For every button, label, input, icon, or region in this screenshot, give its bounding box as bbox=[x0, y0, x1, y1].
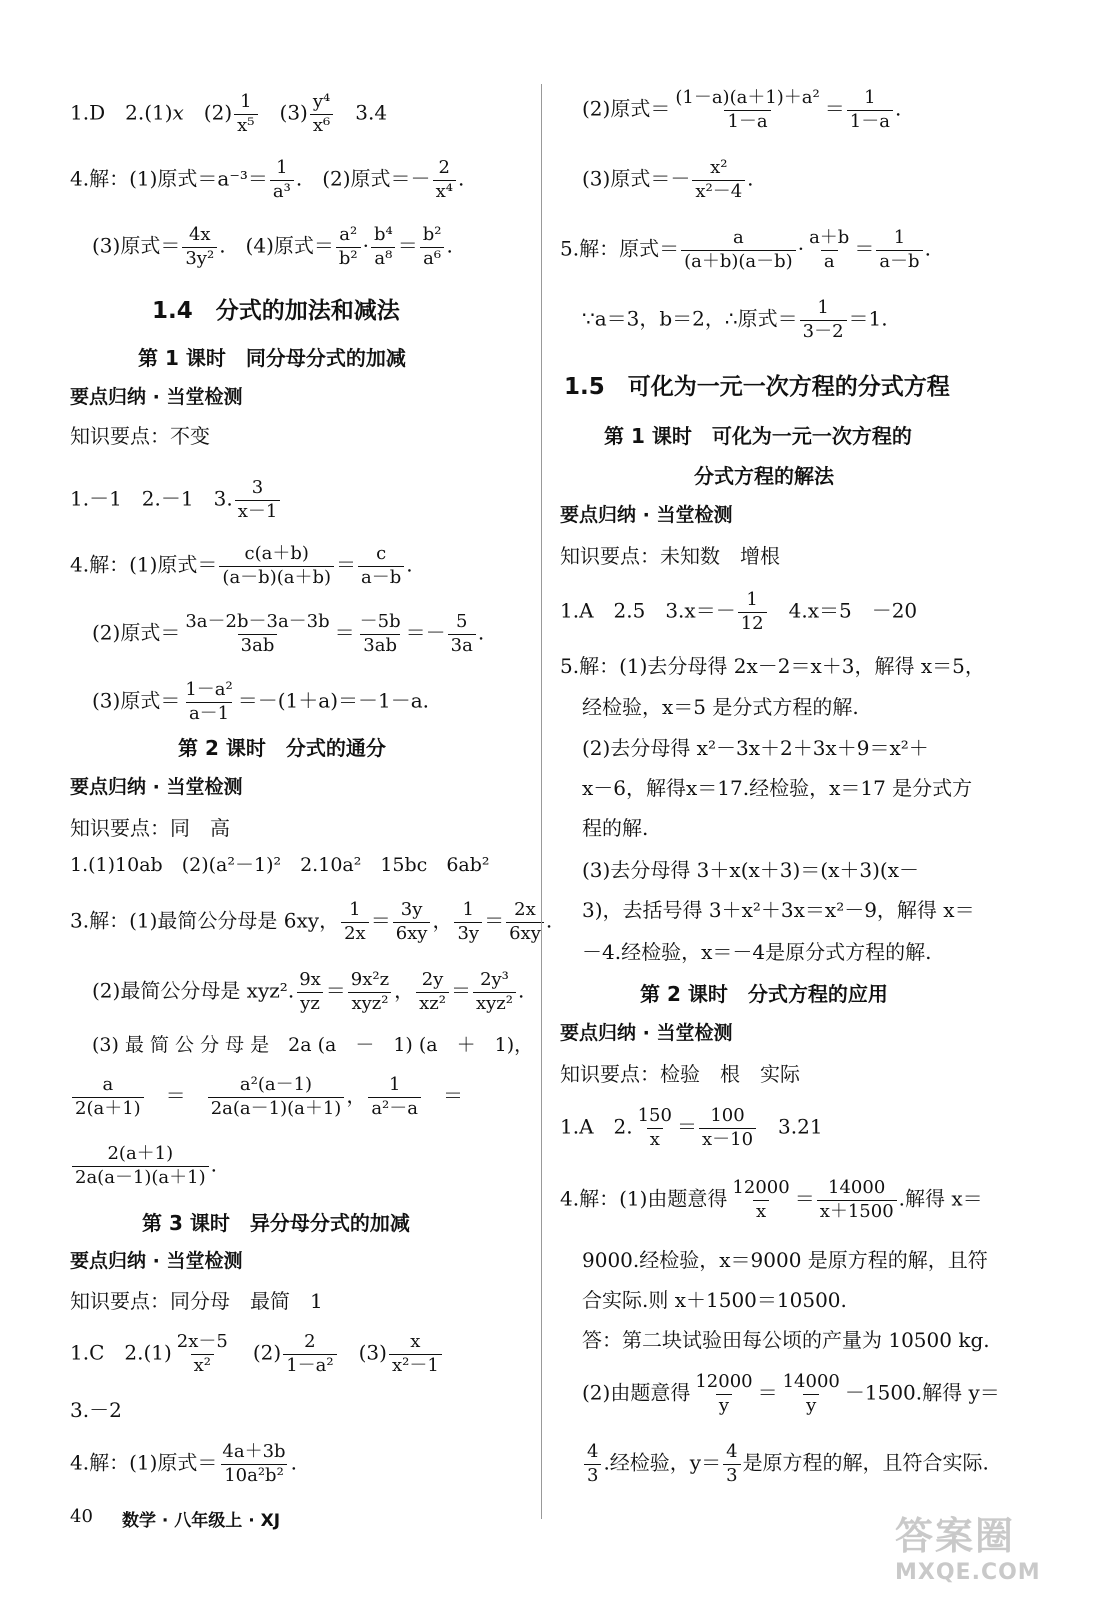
answer-line: (2)去分母得 x²－3x＋2＋3x＋9＝x²＋ bbox=[582, 736, 929, 760]
key-points: 知识要点：未知数 增根 bbox=[560, 544, 780, 568]
subheading: 要点归纳 · 当堂检测 bbox=[70, 1250, 243, 1272]
fraction: $\frac{2}{\text{x⁴}}$ bbox=[433, 158, 456, 202]
fraction: $\frac{1}{1-a}$ bbox=[847, 88, 893, 132]
fraction: $\frac{c}{a-b}$ bbox=[358, 544, 404, 588]
section-heading: 1.5 可化为一元一次方程的分式方程 bbox=[564, 374, 950, 400]
answer-line: 4.解：(1)原式＝ $\frac{c(a+b)}{(a-b)(a+b)}$ ＝ $\frac{c}{a-b}$ . bbox=[70, 543, 413, 588]
answer-line: (2)最简公分母是 xyz². $\frac{9x}{yz}$ ＝ $\frac{\text{9x²z}}{\text{xyz²}}$ ， $\frac{2y}{\text{xz²}}$ ＝ $\frac{\text{2y³}}{\text{xyz²}}$ . bbox=[92, 969, 525, 1014]
fraction: $\frac{\text{(1－a)(a＋1)＋a²}}{1-a}$ bbox=[675, 87, 820, 132]
fraction: $\frac{5}{3a}$ bbox=[448, 612, 476, 656]
answer-line: 经检验，x＝5 是分式方程的解. bbox=[582, 695, 859, 719]
answer-line: 程的解. bbox=[582, 816, 649, 840]
answer-line: (3)原式＝ $\frac{4x}{\text{3y²}}$ . (4)原式＝ $\frac{\text{a²}}{\text{b²}}$ · $\frac{\text{b⁴}}{\text{a⁸}}$ ＝ $\frac{\text{b²}}{\text{a⁶}}$ . bbox=[92, 224, 453, 269]
key-points: 知识要点：不变 bbox=[70, 424, 210, 448]
fraction: $\frac{x}{\text{x²－1}}$ bbox=[389, 1332, 442, 1376]
fraction: $\frac{1}{2x}$ bbox=[341, 900, 369, 944]
answer-line: (2)由题意得 $\frac{12000}{y}$ ＝ $\frac{14000}{y}$ －1500.解得 y＝ bbox=[582, 1371, 1000, 1416]
lesson-heading: 第 2 课时 分式的通分 bbox=[178, 736, 386, 760]
footer-label: 数学 · 八年级上 · XJ bbox=[122, 1511, 281, 1531]
answer-line: 5.解：(1)去分母得 2x－2＝x＋3，解得 x＝5， bbox=[560, 654, 985, 678]
fraction: $\frac{2}{\text{1－a²}}$ bbox=[283, 1332, 336, 1376]
answer-line: 1.D 2.(1)x (2) $\frac{1}{\text{x⁵}}$ (3) $\frac{\text{y⁴}}{\text{x⁶}}$ 3.4 bbox=[70, 91, 388, 136]
lesson-heading: 第 2 课时 分式方程的应用 bbox=[640, 982, 888, 1006]
key-points: 知识要点：同分母 最简 1 bbox=[70, 1289, 323, 1313]
key-points: 知识要点：检验 根 实际 bbox=[560, 1062, 800, 1086]
fraction: $\frac{1}{a-b}$ bbox=[876, 228, 922, 272]
fraction: $\frac{\text{1－a²}}{a-1}$ bbox=[185, 679, 233, 724]
lesson-heading: 第 3 课时 异分母分式的加减 bbox=[142, 1211, 410, 1235]
watermark-logo: 答案圈 MXQE.COM bbox=[895, 1514, 1041, 1585]
fraction: $\frac{12000}{y}$ bbox=[695, 1371, 753, 1416]
answer-line: 答：第二块试验田每公顷的产量为 10500 kg. bbox=[582, 1328, 990, 1352]
column-divider bbox=[541, 84, 542, 1519]
answer-line: 1.A 2.5 3.x＝－ $\frac{1}{12}$ 4.x＝5 －20 bbox=[560, 589, 918, 634]
answer-line: 1.A 2. $\frac{150}{x}$ ＝ $\frac{100}{x-10}$ 3.21 bbox=[560, 1105, 823, 1150]
fraction: $\frac{a+b}{a}$ bbox=[809, 227, 850, 272]
answer-line: $\frac{4}{3}$ .经检验，y＝ $\frac{4}{3}$ 是原方程的解，且符合实际. bbox=[582, 1442, 989, 1486]
fraction: $\frac{2y}{\text{xz²}}$ bbox=[416, 970, 449, 1014]
fraction: $\frac{4}{3}$ bbox=[723, 1442, 740, 1486]
answer-line: (2)原式＝ $\frac{3a-2b-3a-3b}{3ab}$ ＝ $\frac{-5b}{3ab}$ ＝－ $\frac{5}{3a}$ . bbox=[92, 611, 485, 656]
fraction: $\frac{4}{3}$ bbox=[584, 1442, 601, 1486]
answer-line: (3)原式＝ $\frac{\text{1－a²}}{a-1}$ ＝－(1＋a)＝－1－a. bbox=[92, 679, 430, 724]
answer-line: 4.解：(1)原式＝a⁻³＝ $\frac{1}{\text{a³}}$ . (2)原式＝－ $\frac{2}{\text{x⁴}}$ . bbox=[70, 157, 465, 202]
fraction: $\frac{\text{a²}}{\text{b²}}$ bbox=[336, 225, 361, 269]
answer-line: －4.经检验，x＝－4是原分式方程的解. bbox=[582, 940, 932, 964]
answer-line: 3)，去括号得 3＋x²＋3x＝x²－9，解得 x＝ bbox=[582, 898, 975, 922]
fraction: $\frac{\text{9x²z}}{\text{xyz²}}$ bbox=[348, 970, 392, 1014]
answer-line: (3)去分母得 3＋x(x＋3)＝(x＋3)(x－ bbox=[582, 858, 919, 882]
fraction: $\frac{14000}{y}$ bbox=[782, 1371, 840, 1416]
fraction: $\frac{14000}{x+1500}$ bbox=[817, 1178, 897, 1222]
fraction: $\frac{1}{\text{x⁵}}$ bbox=[234, 92, 257, 136]
fraction: $\frac{1}{\text{a³}}$ bbox=[270, 158, 294, 202]
fraction: $\frac{150}{x}$ bbox=[637, 1105, 672, 1150]
answer-line: x－6，解得x＝17.经检验，x＝17 是分式方 bbox=[582, 776, 973, 800]
answer-line: $\frac{a}{2(a+1)}$ ＝ $\frac{\text{a²(a－1)}}{2a(a-1)(a+1)}$ ， $\frac{1}{\text{a²－a}}$ ＝ bbox=[70, 1075, 463, 1119]
subheading: 要点归纳 · 当堂检测 bbox=[560, 1022, 733, 1044]
page-number: 40 bbox=[70, 1506, 93, 1527]
fraction: $\frac{1}{3y}$ bbox=[454, 900, 482, 944]
fraction: $\frac{a}{2(a+1)}$ bbox=[72, 1075, 144, 1119]
answer-line: (2)原式＝ $\frac{\text{(1－a)(a＋1)＋a²}}{1-a}$ ＝ $\frac{1}{1-a}$ . bbox=[582, 87, 902, 132]
answer-line: $\frac{2(a+1)}{2a(a-1)(a+1)}$ . bbox=[70, 1144, 217, 1188]
answer-line: 4.解：(1)原式＝ $\frac{4a+3b}{\text{10a²b²}}$ . bbox=[70, 1441, 297, 1486]
fraction: $\frac{4a+3b}{\text{10a²b²}}$ bbox=[222, 1441, 286, 1486]
lesson-heading: 第 1 课时 同分母分式的加减 bbox=[138, 346, 406, 370]
lesson-heading: 分式方程的解法 bbox=[694, 464, 834, 488]
answer-line: 9000.经检验，x＝9000 是原方程的解，且符 bbox=[582, 1248, 988, 1272]
fraction: $\frac{-5b}{3ab}$ bbox=[359, 611, 401, 656]
answer-line: (3)原式＝－ $\frac{\text{x²}}{\text{x²－4}}$ . bbox=[582, 157, 754, 202]
answer-line: 1.C 2.(1) $\frac{2x-5}{\text{x²}}$ (2) $\frac{2}{\text{1－a²}}$ (3) $\frac{x}{\text{x²－1}}$ bbox=[70, 1332, 444, 1376]
fraction: $\frac{2(a+1)}{2a(a-1)(a+1)}$ bbox=[72, 1144, 209, 1188]
answer-line: 3.－2 bbox=[70, 1398, 122, 1422]
subheading: 要点归纳 · 当堂检测 bbox=[70, 386, 243, 408]
fraction: $\frac{\text{y⁴}}{\text{x⁶}}$ bbox=[310, 92, 333, 136]
answer-line: 3.解：(1)最简公分母是 6xy， $\frac{1}{2x}$ ＝ $\frac{3y}{6xy}$ ， $\frac{1}{3y}$ ＝ $\frac{2x}{6xy}$ . bbox=[70, 899, 553, 944]
fraction: $\frac{100}{x-10}$ bbox=[699, 1106, 756, 1150]
fraction: $\frac{2x-5}{\text{x²}}$ bbox=[176, 1331, 228, 1376]
fraction: $\frac{1}{\text{a²－a}}$ bbox=[368, 1075, 421, 1119]
fraction: $\frac{\text{2y³}}{\text{xyz²}}$ bbox=[473, 970, 516, 1014]
fraction: $\frac{\text{b⁴}}{\text{a⁸}}$ bbox=[371, 225, 396, 269]
answer-line: 1.－1 2.－1 3. $\frac{3}{x-1}$ bbox=[70, 478, 282, 522]
fraction: $\frac{2x}{6xy}$ bbox=[506, 900, 544, 944]
fraction: $\frac{9x}{yz}$ bbox=[296, 970, 324, 1014]
fraction: $\frac{\text{x²}}{\text{x²－4}}$ bbox=[692, 158, 745, 202]
answer-line: 4.解：(1)由题意得 $\frac{12000}{x}$ ＝ $\frac{14000}{x+1500}$ .解得 x＝ bbox=[560, 1177, 983, 1222]
fraction: $\frac{c(a+b)}{(a-b)(a+b)}$ bbox=[219, 544, 334, 588]
fraction: $\frac{1}{3-2}$ bbox=[800, 298, 847, 342]
fraction: $\frac{1}{12}$ bbox=[738, 590, 767, 634]
fraction: $\frac{\text{a²(a－1)}}{2a(a-1)(a+1)}$ bbox=[208, 1075, 345, 1119]
subheading: 要点归纳 · 当堂检测 bbox=[560, 504, 733, 526]
answer-line: 1.(1)10ab (2)(a²－1)² 2.10a² 15bc 6ab² bbox=[70, 854, 490, 876]
fraction: $\frac{3}{x-1}$ bbox=[235, 478, 281, 522]
fraction: $\frac{12000}{x}$ bbox=[732, 1177, 790, 1222]
lesson-heading: 第 1 课时 可化为一元一次方程的 bbox=[604, 424, 912, 448]
fraction: $\frac{a}{(a+b)(a-b)}$ bbox=[681, 228, 796, 272]
answer-line: 合实际.则 x＋1500＝10500. bbox=[582, 1288, 847, 1312]
subheading: 要点归纳 · 当堂检测 bbox=[70, 776, 243, 798]
fraction: $\frac{3a-2b-3a-3b}{3ab}$ bbox=[185, 611, 330, 656]
section-heading: 1.4 分式的加法和减法 bbox=[152, 298, 400, 324]
fraction: $\frac{4x}{\text{3y²}}$ bbox=[182, 225, 217, 269]
key-points: 知识要点：同 高 bbox=[70, 816, 230, 840]
fraction: $\frac{3y}{6xy}$ bbox=[393, 900, 431, 944]
fraction: $\frac{\text{b²}}{\text{a⁶}}$ bbox=[420, 225, 445, 269]
answer-line: (3) 最 简 公 分 母 是 2a (a － 1) (a ＋ 1)， bbox=[92, 1034, 534, 1056]
answer-line: 5.解：原式＝ $\frac{a}{(a+b)(a-b)}$ · $\frac{a+b}{a}$ ＝ $\frac{1}{a-b}$ . bbox=[560, 227, 931, 272]
answer-line: ∵a＝3，b＝2，∴原式＝ $\frac{1}{3-2}$ ＝1. bbox=[582, 297, 888, 342]
